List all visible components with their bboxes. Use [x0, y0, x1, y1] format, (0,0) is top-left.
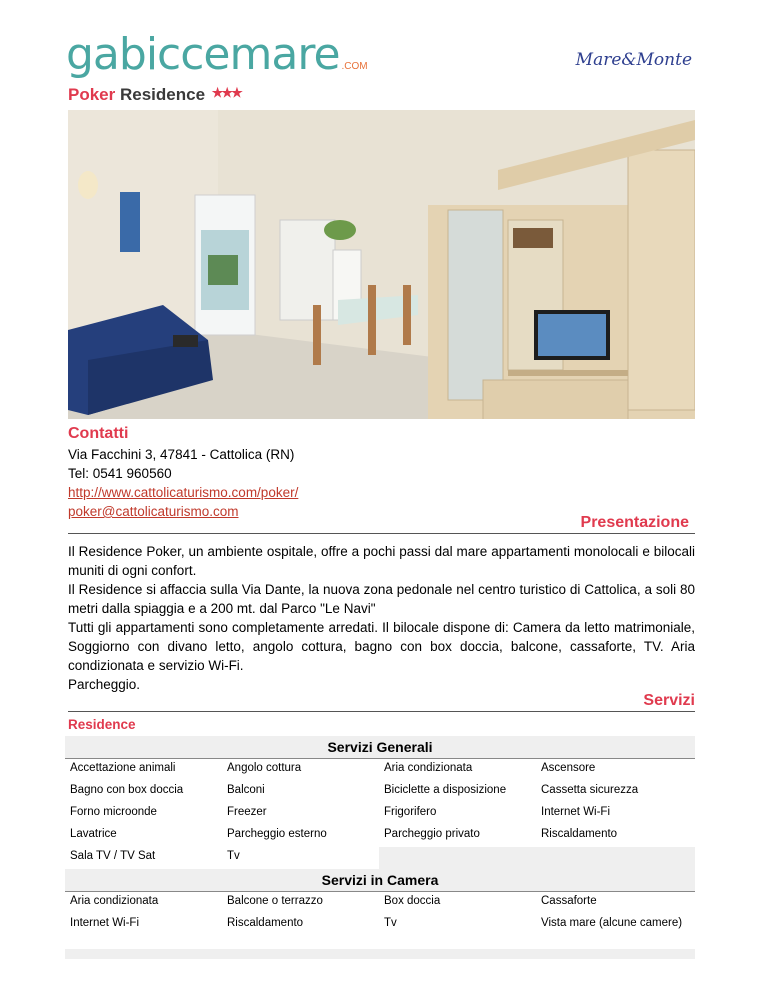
service-item: Sala TV / TV Sat [70, 850, 156, 862]
contact-info [68, 445, 298, 521]
presentation-heading-text: Presentazione [580, 514, 689, 531]
service-item: Parcheggio privato [384, 828, 480, 840]
presentation-paragraph: Il Residence si affaccia sulla Via Dante, la nuova zona pedonale nel centro turistico di Cattolica, a soli 80 metri dalla spiaggia e a 200 mt. dal Parco "Le Navi" [68, 582, 695, 616]
empty-cell [379, 847, 536, 869]
service-item: Tv [227, 850, 240, 862]
title-name-red: Poker [68, 85, 116, 104]
service-item: Bagno con box doccia [70, 784, 184, 796]
service-item: Parcheggio esterno [227, 828, 327, 840]
service-item: Internet Wi-Fi [541, 806, 611, 818]
room-services-title: Servizi in Camera [65, 869, 695, 892]
logo-suffix: .COM [341, 61, 368, 72]
title-name-dark: Residence [119, 85, 206, 104]
contacts-heading: Contatti [68, 425, 129, 442]
service-item: Biciclette a disposizione [384, 784, 507, 796]
service-item: Riscaldamento [541, 828, 618, 840]
service-item: Box doccia [384, 895, 441, 907]
service-item: Cassaforte [541, 895, 597, 907]
star-rating-icon: ★★★ [211, 85, 241, 100]
table-footer [65, 949, 695, 959]
residence-subheading: Residence [68, 717, 136, 732]
presentation-paragraph: Parcheggio. [68, 677, 141, 692]
website-link[interactable]: http://www.cattolicaturismo.com/poker/ [68, 485, 299, 500]
service-item: Vista mare (alcune camere) [541, 917, 683, 929]
service-item: Forno microonde [70, 806, 157, 818]
service-item: Balconi [227, 784, 265, 796]
general-services-grid [65, 759, 695, 869]
presentation-heading [68, 514, 695, 534]
email-link[interactable]: poker@cattolicaturismo.com [68, 504, 239, 519]
gabiccemare-logo [66, 30, 368, 80]
service-item: Tv [384, 917, 397, 929]
service-item: Accettazione animali [70, 762, 176, 774]
logo-main-text: gabiccemare [66, 29, 340, 80]
service-item: Lavatrice [70, 828, 117, 840]
mare-monte-logo: Mare&Monte [575, 50, 692, 70]
presentation-paragraph: Il Residence Poker, un ambiente ospitale, offre a pochi passi dal mare appartamenti monolocali e bilocali muniti di ogni confort. [68, 544, 695, 578]
address-text: Via Facchini 3, 47841 - Cattolica (RN) [68, 447, 295, 462]
service-item: Frigorifero [384, 806, 437, 818]
page-title [68, 85, 241, 105]
service-item: Ascensore [541, 762, 596, 774]
service-item: Riscaldamento [227, 917, 304, 929]
services-table [65, 736, 695, 959]
service-item: Balcone o terrazzo [227, 895, 323, 907]
room-services-grid [65, 892, 695, 949]
empty-cell [536, 847, 695, 869]
service-item: Aria condizionata [384, 762, 473, 774]
phone-text: Tel: 0541 960560 [68, 466, 172, 481]
service-item: Freezer [227, 806, 267, 818]
service-item: Aria condizionata [70, 895, 159, 907]
service-item: Angolo cottura [227, 762, 302, 774]
presentation-paragraph: Tutti gli appartamenti sono completamente arredati. Il bilocale dispone di: Camera da letto matrimoniale, Soggiorno con divano letto, angolo cottura, bagno con box doccia, balcone, cassaforte, TV. Aria condizionata e servizio Wi-Fi. [68, 620, 695, 673]
service-item: Internet Wi-Fi [70, 917, 140, 929]
general-services-title: Servizi Generali [65, 736, 695, 759]
service-item: Cassetta sicurezza [541, 784, 639, 796]
presentation-text [68, 542, 695, 694]
services-heading-text: Servizi [643, 692, 695, 709]
apartment-photo [68, 110, 695, 419]
services-heading [68, 692, 695, 712]
